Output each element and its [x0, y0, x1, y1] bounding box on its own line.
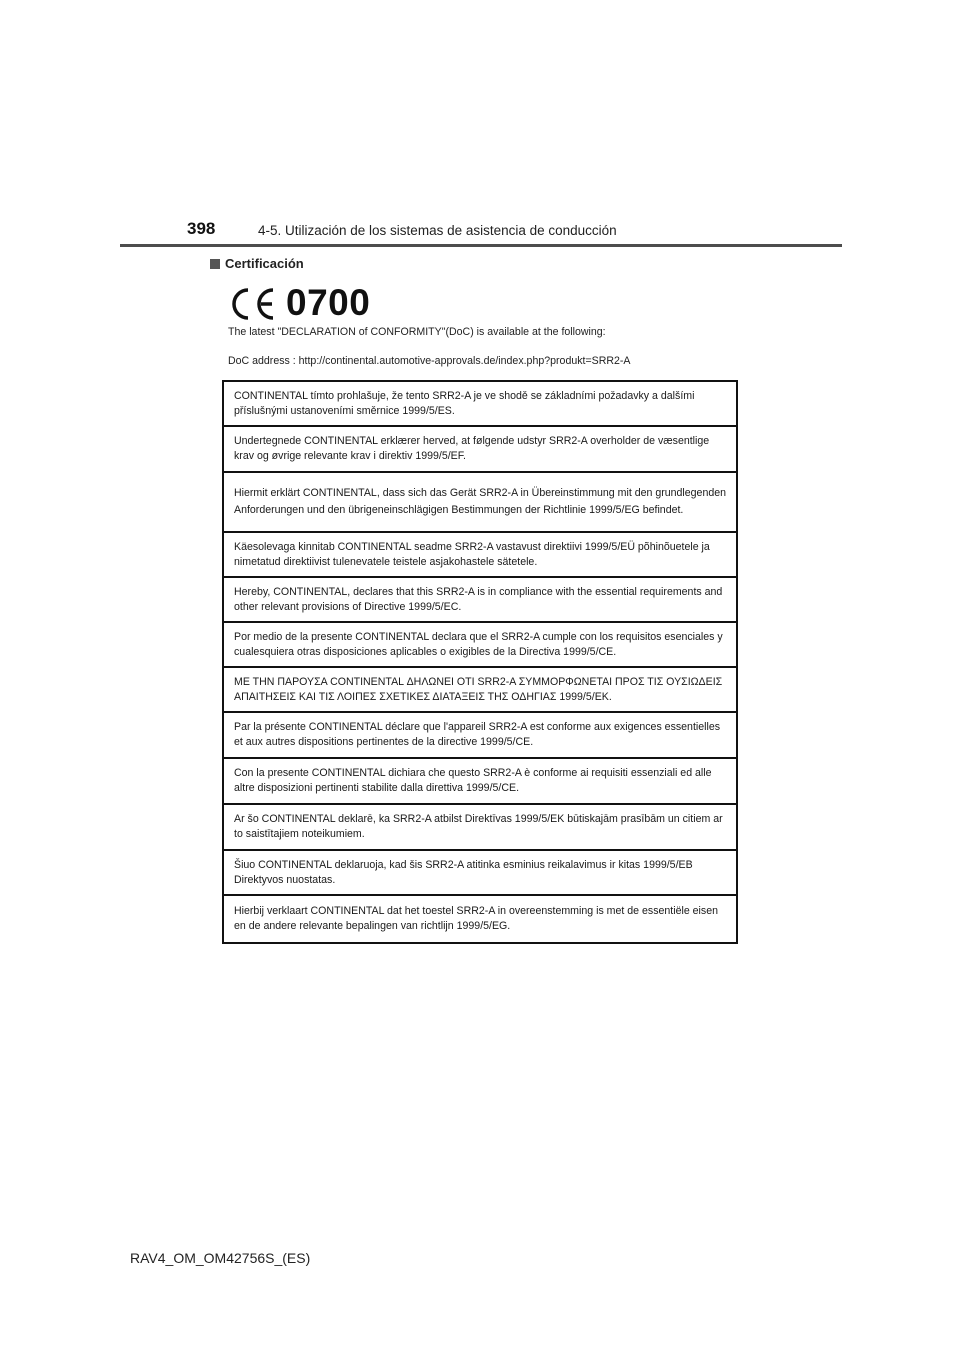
- declaration-row-en: Hereby, CONTINENTAL, declares that this SRR2-A is in compliance with the essential requirements and other relevant provisions of Directive 1999/5/EC.: [224, 578, 736, 623]
- declaration-row-fr: Par la présente CONTINENTAL déclare que l'appareil SRR2-A est conforme aux exigences essentielles et aux autres dispositions pertinentes de la directive 1999/5/CE.: [224, 713, 736, 759]
- declaration-row-de: Hiermit erklärt CONTINENTAL, dass sich das Gerät SRR2-A in Übereinstimmung mit den grundlegenden Anforderungen und den übrigeneinschlägigen Bestimmungen der Richtlinie 1999/5/EG befindet.: [224, 473, 736, 533]
- declaration-row-it: Con la presente CONTINENTAL dichiara che questo SRR2-A è conforme ai requisiti essenziali ed alle altre disposizioni pertinenti stabilite dalla direttiva 1999/5/CE.: [224, 759, 736, 805]
- section-title: 4-5. Utilización de los sistemas de asistencia de conducción: [258, 223, 617, 238]
- declaration-row-nl: Hierbij verklaart CONTINENTAL dat het toestel SRR2-A in overeenstemming is met de essentiële eisen en de andere relevante bepalingen van richtlijn 1999/5/EG.: [234, 905, 718, 932]
- header-rule: [120, 244, 842, 247]
- certification-heading-text: Certificación: [225, 256, 304, 271]
- certification-heading: [210, 256, 304, 271]
- doc-address: DoC address : http://continental.automotive-approvals.de/index.php?produkt=SRR2-A: [228, 355, 631, 367]
- doc-text: The latest "DECLARATION of CONFORMITY"(DoC) is available at the following:: [228, 326, 606, 338]
- declaration-row-es: Por medio de la presente CONTINENTAL declara que el SRR2-A cumple con los requisitos esenciales y cualesquiera otras disposiciones aplicables o exigibles de la Directiva 1999/5/CE.: [224, 623, 736, 668]
- declaration-row-cs: CONTINENTAL tímto prohlašuje, že tento SRR2-A je ve shodě se základními požadavky a dalšími příslušnými ustanoveními směrnice 1999/5/ES.: [224, 382, 736, 427]
- declaration-row-da: Undertegnede CONTINENTAL erklærer herved, at følgende udstyr SRR2-A overholder de væsentlige krav og øvrige relevante krav i direktiv 1999/5/EF.: [224, 427, 736, 473]
- footer-doc-code: RAV4_OM_OM42756S_(ES): [130, 1250, 311, 1266]
- declaration-row-lt: Šiuo CONTINENTAL deklaruoja, kad šis SRR2-A atitinka esminius reikalavimus ir kitas 1999/5/EB Direktyvos nuostatas.: [224, 851, 736, 896]
- declaration-row-lv: Ar šo CONTINENTAL deklarē, ka SRR2-A atbilst Direktīvas 1999/5/EK būtiskajām prasībām un citiem ar to saistītajiem noteikumiem.: [224, 805, 736, 851]
- declaration-row-el: ΜΕ ΤΗΝ ΠΑΡΟΥΣΑ CONTINENTAL ΔΗΛΩΝΕΙ ΟΤΙ SRR2-A ΣΥΜΜΟΡΦΩΝΕΤΑΙ ΠΡΟΣ ΤΙΣ ΟΥΣΙΩΔΕΙΣ ΑΠΑΙΤΗΣΕΙΣ ΚΑΙ ΤΙΣ ΛΟΙΠΕΣ ΣΧΕΤΙΚΕΣ ΔΙΑΤΑΞΕΙΣ ΤΗΣ ΟΔΗΓΙΑΣ 1999/5/ΕΚ.: [224, 668, 736, 713]
- ce-number: 0700: [286, 282, 371, 323]
- declaration-row-et: Käesolevaga kinnitab CONTINENTAL seadme SRR2-A vastavust direktiivi 1999/5/EÜ põhinõuetele ja nimetatud direktiivist tulenevatele teistele asjakohastele sätetele.: [224, 533, 736, 578]
- declarations-table: [222, 380, 738, 944]
- square-bullet-icon: [210, 259, 220, 269]
- page-number: 398: [187, 219, 216, 238]
- ce-mark-icon: [228, 284, 278, 324]
